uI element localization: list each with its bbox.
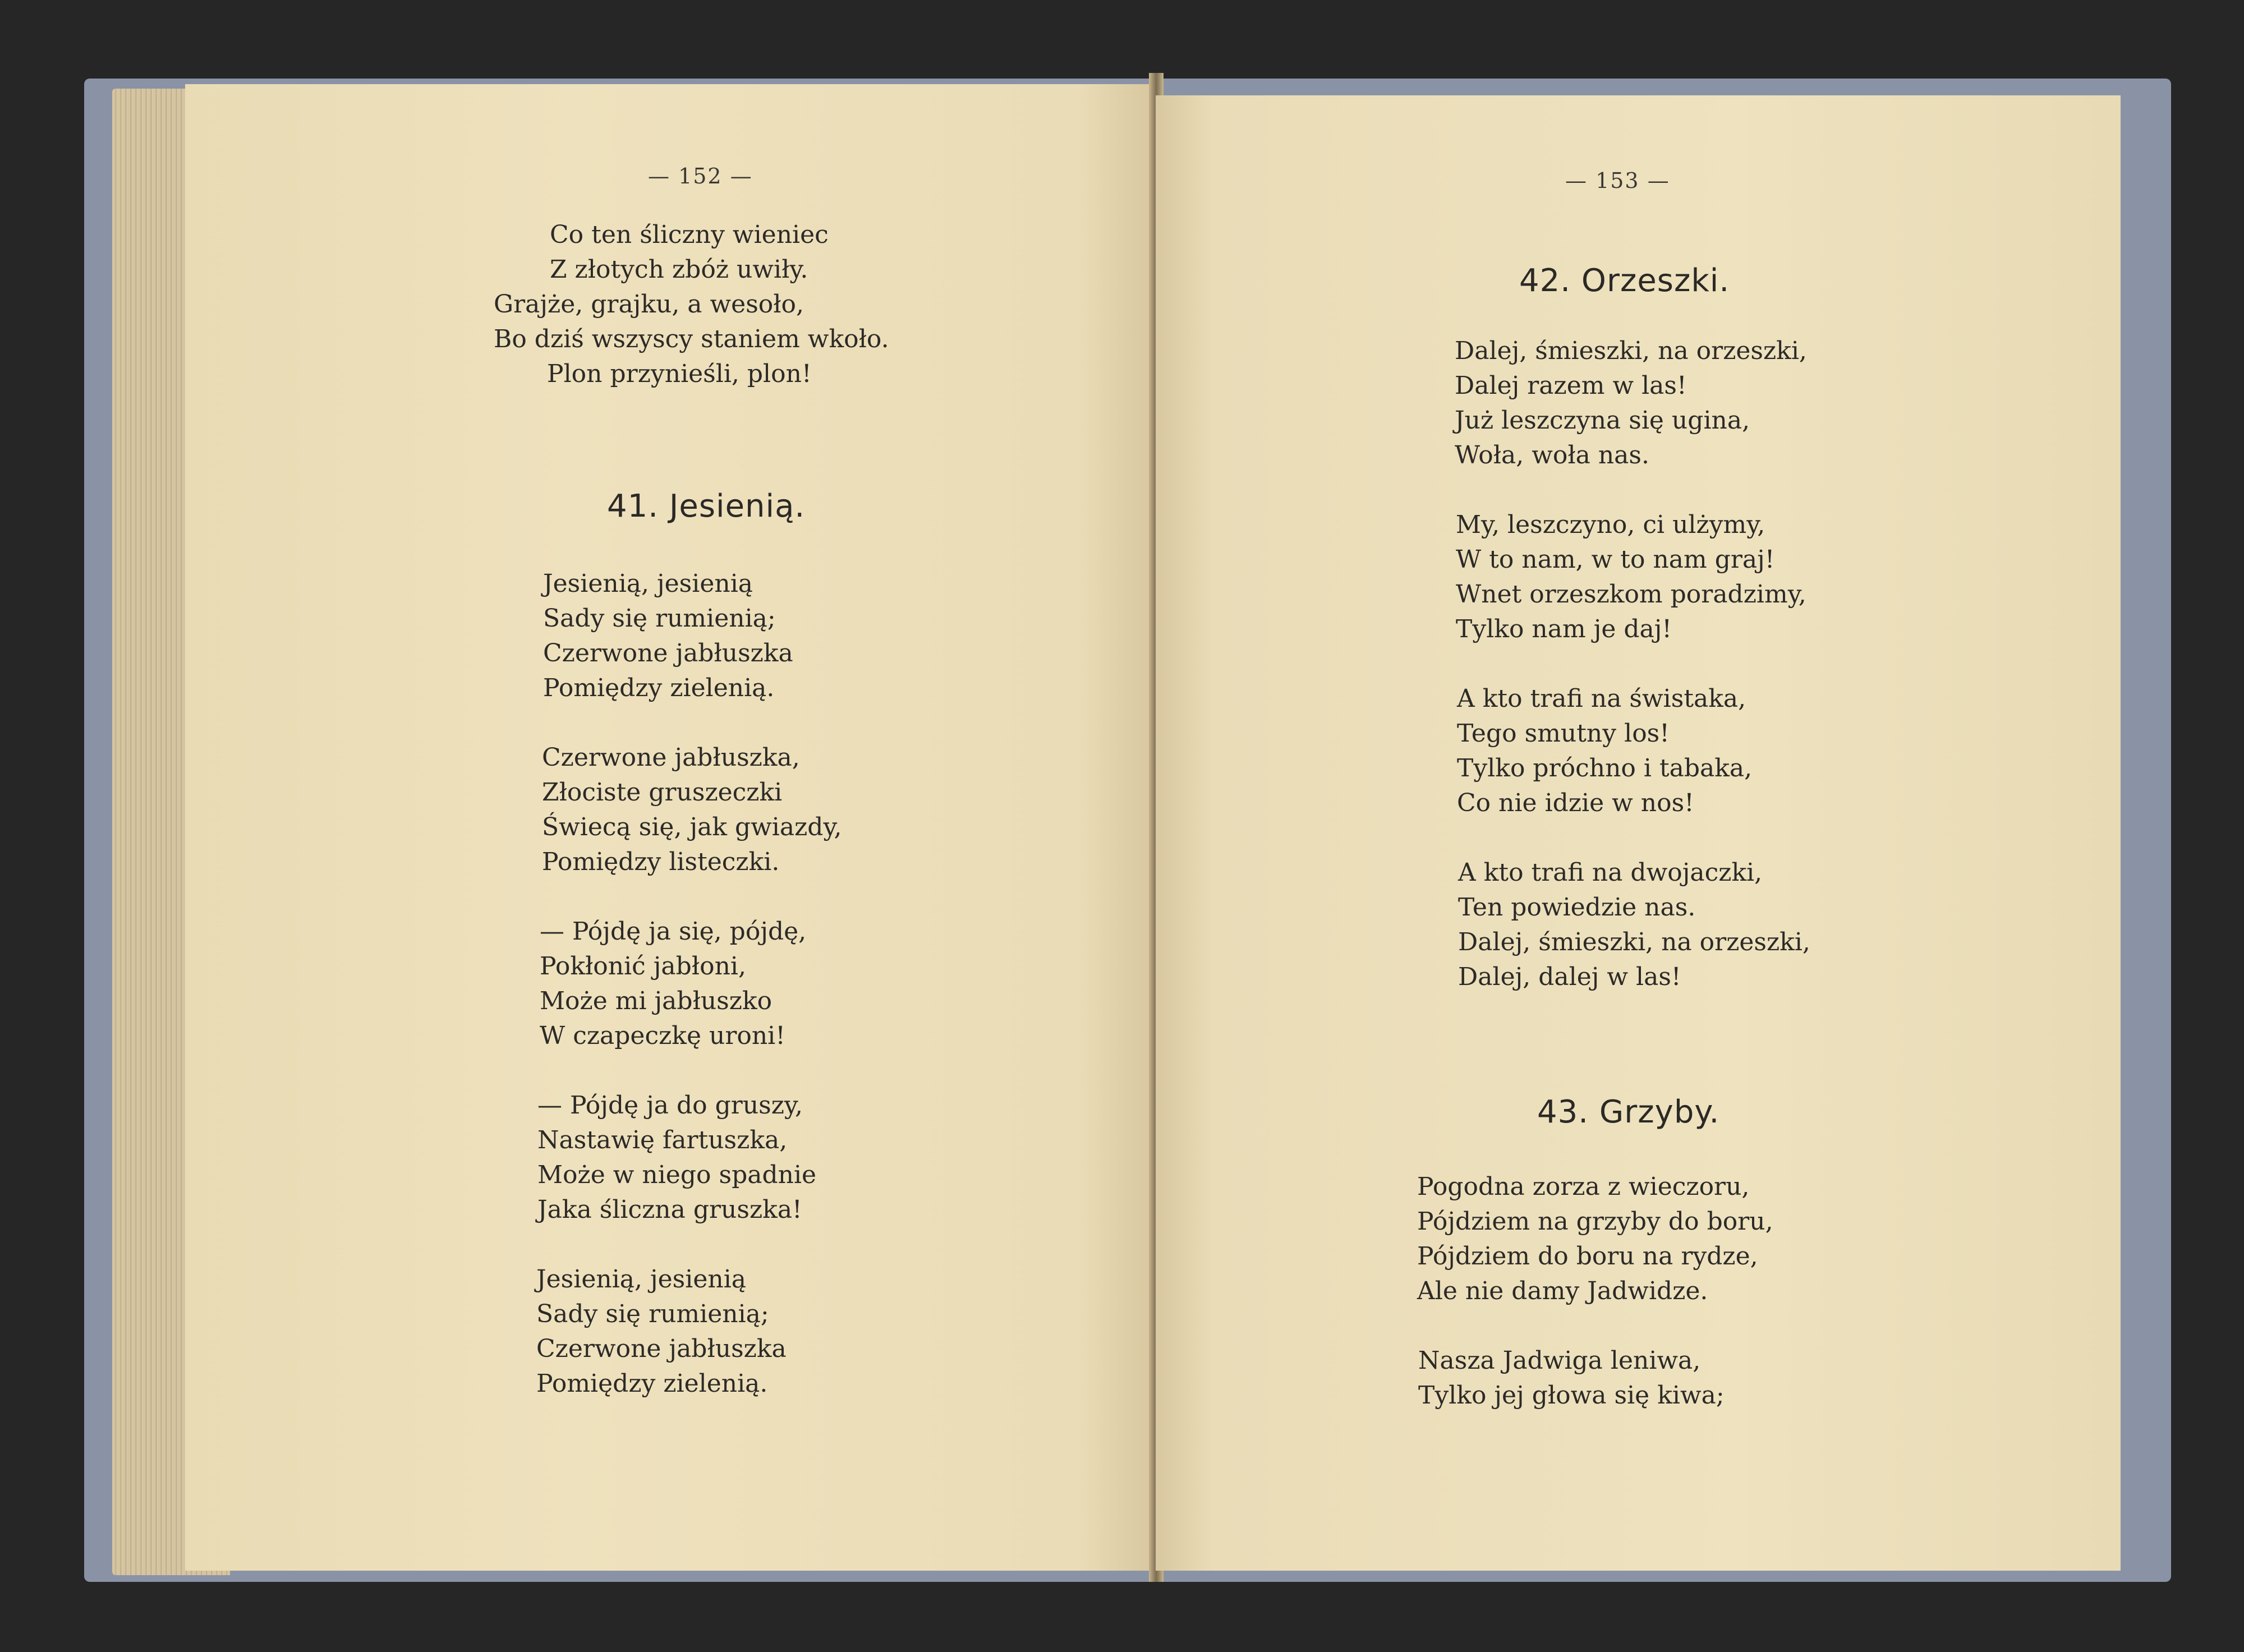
left-page [185, 84, 1156, 1571]
stanza-3 [1457, 682, 1752, 821]
page-number: — 153 — [1565, 168, 1670, 193]
verse-line: W czapeczkę uroni! [540, 1021, 785, 1050]
verse-line: Tylko nam je daj! [1456, 615, 1672, 643]
stanza-2 [542, 740, 842, 880]
verse-line: A kto trafi na dwojaczki, [1458, 858, 1763, 887]
stanza-5 [536, 1262, 787, 1401]
verse-line: Nasza Jadwiga leniwa, [1418, 1346, 1701, 1375]
verse-line: Sady się rumienią; [536, 1300, 769, 1328]
verse-line: Jesienią, jesienią [543, 569, 753, 598]
verse-line: Świecą się, jak gwiazdy, [542, 813, 842, 841]
verse-line: Dalej, śmieszki, na orzeszki, [1458, 928, 1810, 956]
stanza-1 [1455, 334, 1807, 473]
stanza-1 [1417, 1170, 1773, 1309]
verse-line: Tego smutny los! [1457, 719, 1670, 748]
verse-line: Jaka śliczna gruszka! [537, 1195, 802, 1224]
verse-line: Czerwone jabłuszka [543, 639, 793, 668]
verse-line: Grajże, grajku, a wesoło, [494, 290, 804, 319]
verse-line: Pójdziem do boru na rydze, [1417, 1242, 1758, 1271]
verse-line: Już leszczyna się ugina, [1455, 406, 1750, 435]
verse-line: Plon przynieśli, plon! [547, 360, 812, 388]
verse-line: Sady się rumienią; [543, 604, 776, 633]
verse-line: A kto trafi na świstaka, [1457, 684, 1746, 713]
verse-line: Tylko jej głowa się kiwa; [1418, 1381, 1725, 1410]
verse-line: Tylko próchno i tabaka, [1457, 754, 1753, 783]
page-number: — 152 — [648, 164, 753, 188]
verse-line: My, leszczyno, ci ulżymy, [1456, 510, 1765, 539]
verse-line: Z złotych zbóż uwiły. [550, 255, 808, 284]
right-page [1156, 95, 2121, 1571]
verse-line: Jesienią, jesienią [536, 1265, 746, 1294]
stanza-4 [1458, 855, 1810, 995]
stanza-4 [537, 1088, 816, 1227]
verse-line: Bo dziś wszyscy staniem wkoło. [494, 325, 889, 353]
verse-line: Co nie idzie w nos! [1457, 789, 1694, 817]
verse-line: Pomiędzy zielenią. [543, 674, 775, 702]
poem-title: 41. Jesienią. [607, 488, 806, 524]
verse-line: Czerwone jabłuszka [536, 1335, 787, 1363]
verse-line: Nastawię fartuszka, [537, 1126, 788, 1154]
poem-title: 43. Grzyby. [1537, 1094, 1720, 1130]
verse-line: Złociste gruszeczki [542, 778, 783, 807]
stanza-2 [1456, 508, 1806, 647]
stanza-2 [1418, 1343, 1725, 1413]
verse-line: Ten powiedzie nas. [1458, 893, 1696, 922]
poem-title: 42. Orzeszki. [1519, 263, 1730, 299]
verse-line: Pokłonić jabłoni, [540, 952, 746, 981]
verse-line: Czerwone jabłuszka, [542, 743, 800, 772]
verse-line: Może w niego spadnie [537, 1161, 817, 1189]
verse-line: Pójdziem na grzyby do boru, [1417, 1207, 1773, 1236]
verse-line: Pomiędzy zielenią. [536, 1369, 768, 1398]
verse-line: Wnet orzeszkom poradzimy, [1456, 580, 1806, 609]
verse-line: Pogodna zorza z wieczoru, [1417, 1172, 1750, 1201]
verse-line: Ale nie damy Jadwidze. [1417, 1277, 1708, 1305]
verse-line: Pomiędzy listeczki. [542, 848, 780, 876]
verse-line: — Pójdę ja się, pójdę, [540, 917, 807, 946]
verse-line: Dalej razem w las! [1455, 371, 1687, 400]
verse-line: Dalej, śmieszki, na orzeszki, [1455, 337, 1807, 365]
verse-line: Dalej, dalej w las! [1458, 963, 1681, 991]
verse-line: — Pójdę ja do gruszy, [537, 1091, 803, 1120]
verse-line: Co ten śliczny wieniec [550, 220, 829, 249]
stanza-1 [543, 567, 793, 706]
verse-line: Woła, woła nas. [1455, 441, 1649, 470]
stanza-3 [540, 914, 806, 1053]
verse-line: W to nam, w to nam graj! [1456, 545, 1775, 574]
intro-stanza [494, 218, 889, 392]
verse-line: Może mi jabłuszko [540, 987, 772, 1015]
